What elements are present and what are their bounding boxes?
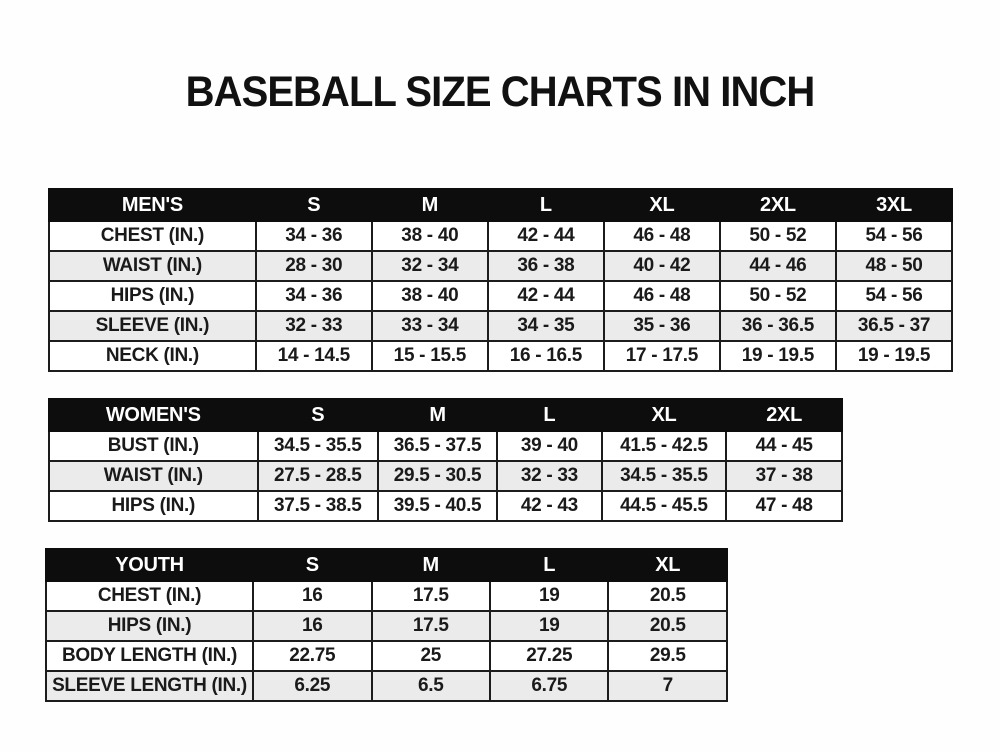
row-label: SLEEVE LENGTH (IN.) — [46, 671, 253, 701]
size-chart-womens — [48, 398, 843, 522]
size-value-cell: 35 - 36 — [604, 311, 720, 341]
row-label: SLEEVE (IN.) — [49, 311, 256, 341]
size-chart-mens — [48, 188, 953, 372]
table-row — [49, 281, 952, 311]
column-header: S — [253, 549, 371, 581]
column-header: S — [258, 399, 379, 431]
size-value-cell: 44 - 46 — [720, 251, 836, 281]
size-value-cell: 37 - 38 — [726, 461, 842, 491]
size-value-cell: 32 - 33 — [497, 461, 602, 491]
size-value-cell: 17.5 — [372, 611, 490, 641]
table-row — [49, 461, 842, 491]
size-value-cell: 27.25 — [490, 641, 608, 671]
table-row — [49, 251, 952, 281]
size-value-cell: 16 - 16.5 — [488, 341, 604, 371]
size-value-cell: 50 - 52 — [720, 221, 836, 251]
size-value-cell: 33 - 34 — [372, 311, 488, 341]
size-value-cell: 19 — [490, 581, 608, 611]
size-value-cell: 38 - 40 — [372, 221, 488, 251]
table-row — [46, 641, 727, 671]
column-header: 2XL — [720, 189, 836, 221]
size-value-cell: 40 - 42 — [604, 251, 720, 281]
table-title-cell: WOMEN'S — [49, 399, 258, 431]
header-row — [49, 399, 842, 431]
size-value-cell: 48 - 50 — [836, 251, 952, 281]
womens-size-table — [48, 398, 843, 522]
row-label: HIPS (IN.) — [49, 491, 258, 521]
size-value-cell: 39.5 - 40.5 — [378, 491, 497, 521]
column-header: L — [497, 399, 602, 431]
size-value-cell: 6.25 — [253, 671, 371, 701]
size-value-cell: 22.75 — [253, 641, 371, 671]
column-header: XL — [602, 399, 727, 431]
column-header: S — [256, 189, 372, 221]
mens-size-table — [48, 188, 953, 372]
table-row — [46, 611, 727, 641]
column-header: M — [378, 399, 497, 431]
size-value-cell: 42 - 44 — [488, 221, 604, 251]
size-value-cell: 38 - 40 — [372, 281, 488, 311]
column-header: XL — [608, 549, 727, 581]
size-value-cell: 7 — [608, 671, 727, 701]
size-value-cell: 36.5 - 37.5 — [378, 431, 497, 461]
size-value-cell: 46 - 48 — [604, 221, 720, 251]
row-label: WAIST (IN.) — [49, 461, 258, 491]
size-value-cell: 16 — [253, 581, 371, 611]
table-row — [49, 341, 952, 371]
table-row — [49, 311, 952, 341]
column-header: 2XL — [726, 399, 842, 431]
row-label: BUST (IN.) — [49, 431, 258, 461]
size-value-cell: 32 - 33 — [256, 311, 372, 341]
row-label: HIPS (IN.) — [46, 611, 253, 641]
size-value-cell: 20.5 — [608, 581, 727, 611]
size-value-cell: 42 - 43 — [497, 491, 602, 521]
size-value-cell: 46 - 48 — [604, 281, 720, 311]
size-value-cell: 39 - 40 — [497, 431, 602, 461]
column-header: L — [490, 549, 608, 581]
header-row — [49, 189, 952, 221]
size-value-cell: 44.5 - 45.5 — [602, 491, 727, 521]
column-header: L — [488, 189, 604, 221]
table-title-cell: MEN'S — [49, 189, 256, 221]
size-value-cell: 36 - 38 — [488, 251, 604, 281]
header-row — [46, 549, 727, 581]
size-value-cell: 17.5 — [372, 581, 490, 611]
youth-size-table — [45, 548, 728, 702]
table-title-cell: YOUTH — [46, 549, 253, 581]
row-label: CHEST (IN.) — [46, 581, 253, 611]
size-value-cell: 17 - 17.5 — [604, 341, 720, 371]
column-header: M — [372, 549, 490, 581]
size-value-cell: 19 - 19.5 — [720, 341, 836, 371]
size-value-cell: 14 - 14.5 — [256, 341, 372, 371]
size-value-cell: 29.5 — [608, 641, 727, 671]
size-value-cell: 34.5 - 35.5 — [602, 461, 727, 491]
table-row — [49, 491, 842, 521]
size-value-cell: 19 - 19.5 — [836, 341, 952, 371]
row-label: NECK (IN.) — [49, 341, 256, 371]
size-value-cell: 44 - 45 — [726, 431, 842, 461]
table-row — [49, 431, 842, 461]
size-value-cell: 29.5 - 30.5 — [378, 461, 497, 491]
size-value-cell: 16 — [253, 611, 371, 641]
size-value-cell: 47 - 48 — [726, 491, 842, 521]
page-title: BASEBALL SIZE CHARTS IN INCH — [185, 68, 815, 116]
row-label: BODY LENGTH (IN.) — [46, 641, 253, 671]
size-value-cell: 15 - 15.5 — [372, 341, 488, 371]
column-header: 3XL — [836, 189, 952, 221]
size-value-cell: 42 - 44 — [488, 281, 604, 311]
row-label: CHEST (IN.) — [49, 221, 256, 251]
table-row — [46, 581, 727, 611]
size-value-cell: 27.5 - 28.5 — [258, 461, 379, 491]
size-value-cell: 34 - 35 — [488, 311, 604, 341]
column-header: M — [372, 189, 488, 221]
size-value-cell: 34 - 36 — [256, 281, 372, 311]
size-value-cell: 19 — [490, 611, 608, 641]
size-value-cell: 32 - 34 — [372, 251, 488, 281]
size-value-cell: 36 - 36.5 — [720, 311, 836, 341]
column-header: XL — [604, 189, 720, 221]
row-label: WAIST (IN.) — [49, 251, 256, 281]
size-value-cell: 6.75 — [490, 671, 608, 701]
size-value-cell: 37.5 - 38.5 — [258, 491, 379, 521]
size-value-cell: 36.5 - 37 — [836, 311, 952, 341]
table-row — [49, 221, 952, 251]
size-value-cell: 50 - 52 — [720, 281, 836, 311]
size-value-cell: 25 — [372, 641, 490, 671]
size-value-cell: 28 - 30 — [256, 251, 372, 281]
size-value-cell: 20.5 — [608, 611, 727, 641]
row-label: HIPS (IN.) — [49, 281, 256, 311]
size-value-cell: 6.5 — [372, 671, 490, 701]
size-chart-youth — [45, 548, 728, 702]
size-value-cell: 34.5 - 35.5 — [258, 431, 379, 461]
size-value-cell: 54 - 56 — [836, 221, 952, 251]
size-value-cell: 41.5 - 42.5 — [602, 431, 727, 461]
size-value-cell: 34 - 36 — [256, 221, 372, 251]
table-row — [46, 671, 727, 701]
size-value-cell: 54 - 56 — [836, 281, 952, 311]
